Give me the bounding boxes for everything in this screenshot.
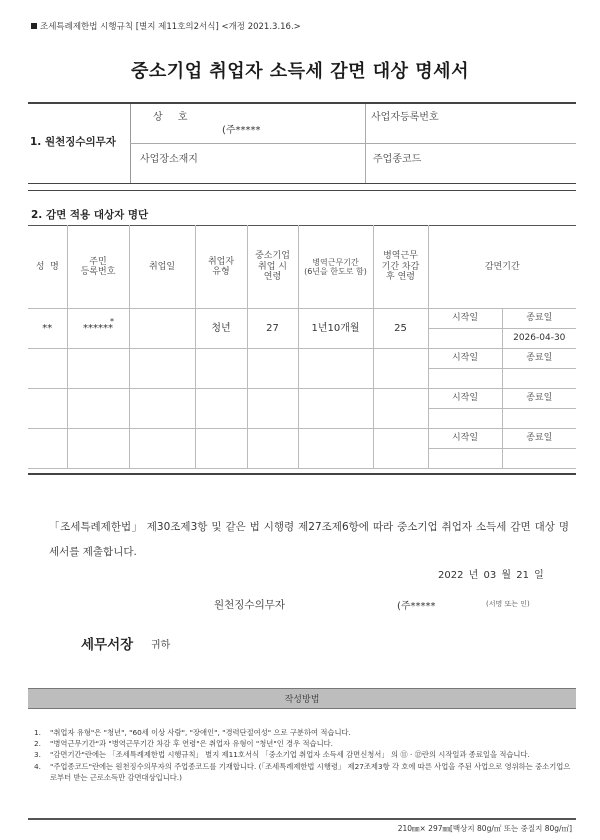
cell-end[interactable] bbox=[502, 409, 576, 429]
declaration-text: 「조세특례제한법」 제30조제3항 및 같은 법 시행령 제27조제6항에 따라 중소기업 취업자 소득세 감면 대상 명세서를 제출합니다. bbox=[49, 521, 569, 558]
section2-title: 2. 감면 적용 대상자 명단 bbox=[31, 209, 149, 221]
instructions-title: 작성방법 bbox=[284, 695, 320, 705]
cell-empty[interactable] bbox=[195, 429, 247, 469]
cell-empty[interactable] bbox=[195, 389, 247, 429]
instruction-item: 2. "병역근무기간"과 "병역근무기간 차감 후 연령"은 취업자 유형이 "청년"인 경우 적습니다. bbox=[34, 739, 333, 749]
paper-spec: 210㎜× 297㎜[백상지 80g/㎡ 또는 중질지 80g/㎡] bbox=[397, 824, 572, 833]
cell-empty[interactable] bbox=[28, 429, 67, 469]
cell-empty[interactable] bbox=[247, 389, 298, 429]
cell-empty[interactable] bbox=[195, 349, 247, 389]
cell-name[interactable]: ** bbox=[28, 309, 67, 349]
cell-empty[interactable] bbox=[28, 349, 67, 389]
company-name-label: 상 호 bbox=[153, 112, 194, 123]
cell-empty[interactable] bbox=[129, 349, 195, 389]
cell-empty[interactable] bbox=[373, 349, 428, 389]
instruction-item: 4. "주업종코드"란에는 원천징수의무자의 주업종코드를 기재합니다. (「조세특례제한법 시행령」 제27조제3항 각 호에 따른 사업을 주된 사업으로 영위하는 중소기업으로부터 받는 근로소득만 감면대상입니다.) bbox=[34, 761, 571, 782]
address-label: 사업장소재지 bbox=[140, 154, 198, 165]
filer-label: 원천징수의무자 bbox=[214, 599, 286, 611]
section1-divider-2 bbox=[365, 104, 366, 184]
start-label: 시작일 bbox=[428, 429, 502, 449]
col-rrn: 주민 등록번호 bbox=[67, 226, 129, 309]
cell-empty[interactable] bbox=[373, 389, 428, 429]
cell-age-after[interactable]: 25 bbox=[373, 309, 428, 349]
cell-empty[interactable] bbox=[247, 349, 298, 389]
cell-empty[interactable] bbox=[129, 389, 195, 429]
col-age-after: 병역근무 기간 차감 후 연령 bbox=[373, 226, 428, 309]
square-bullet-icon bbox=[31, 23, 37, 29]
business-reg-label: 사업자등록번호 bbox=[371, 112, 439, 123]
section1-top-rule bbox=[28, 102, 576, 104]
cell-empty[interactable] bbox=[129, 429, 195, 469]
section1-label: 1. 원천징수의무자 bbox=[30, 136, 116, 148]
col-military: 병역근무기간 (6년을 한도로 함) bbox=[298, 226, 373, 309]
section1-divider bbox=[130, 104, 131, 184]
col-hire-date: 취업일 bbox=[129, 226, 195, 309]
cell-type[interactable]: 청년 bbox=[195, 309, 247, 349]
filer-name[interactable]: (주***** bbox=[397, 601, 436, 612]
instructions-list bbox=[34, 727, 574, 783]
cell-end[interactable] bbox=[502, 369, 576, 389]
table-header-row bbox=[28, 226, 576, 309]
industry-code-label: 주업종코드 bbox=[373, 154, 422, 165]
page-title: 중소기업 취업자 소득세 감면 대상 명세서 bbox=[131, 61, 469, 82]
cell-end[interactable]: 2026-04-30 bbox=[502, 329, 576, 349]
cell-empty[interactable] bbox=[28, 389, 67, 429]
start-label: 시작일 bbox=[428, 309, 502, 329]
col-period: 감면기간 bbox=[428, 226, 576, 309]
cell-empty[interactable] bbox=[67, 429, 129, 469]
col-type: 취업자 유형 bbox=[195, 226, 247, 309]
cell-empty[interactable] bbox=[298, 429, 373, 469]
instruction-item: 1. "취업자 유형"은 "청년", "60세 이상 사람", "장애인", "경력단절여성" 으로 구분하여 적습니다. bbox=[34, 728, 351, 737]
cell-rrn[interactable]: * ****** bbox=[67, 309, 129, 349]
table-row bbox=[28, 309, 576, 329]
tax-office: 세무서장 bbox=[81, 637, 134, 653]
col-age: 중소기업 취업 시 연령 bbox=[247, 226, 298, 309]
cell-empty[interactable] bbox=[67, 349, 129, 389]
section2-top-rule bbox=[28, 190, 576, 191]
cell-age[interactable]: 27 bbox=[247, 309, 298, 349]
table-bottom-rule bbox=[28, 473, 576, 475]
cell-empty[interactable] bbox=[247, 429, 298, 469]
instruction-item: 3. "감면기간"란에는 「조세특례제한법 시행규칙」 별지 제11호서식 「중소기업 취업자 소득세 감면신청서」 의 ⑪ · ⑫란의 시작일과 종료일을 적습니다. bbox=[34, 750, 530, 760]
cell-end[interactable] bbox=[502, 449, 576, 469]
end-label: 종료일 bbox=[502, 349, 576, 369]
table-row bbox=[28, 429, 576, 449]
cell-start[interactable] bbox=[428, 409, 502, 429]
cell-hire-date[interactable] bbox=[129, 309, 195, 349]
col-name: 성 명 bbox=[28, 226, 67, 309]
cell-military[interactable]: 1년10개월 bbox=[298, 309, 373, 349]
bottom-rule bbox=[28, 818, 576, 820]
form-number: 조세특례제한법 시행규칙 [별지 제11호의2서식] <개정 2021.3.16.> bbox=[31, 20, 301, 32]
exemption-table bbox=[28, 225, 576, 469]
start-label: 시작일 bbox=[428, 389, 502, 409]
cell-empty[interactable] bbox=[298, 349, 373, 389]
cell-empty[interactable] bbox=[373, 429, 428, 469]
company-name-value[interactable]: (주***** bbox=[222, 125, 261, 136]
start-label: 시작일 bbox=[428, 349, 502, 369]
rrn-value: ****** bbox=[83, 322, 113, 334]
tax-office-suffix: 귀하 bbox=[151, 640, 171, 651]
cell-start[interactable] bbox=[428, 329, 502, 349]
section1-bottom-rule bbox=[28, 183, 576, 184]
cell-start[interactable] bbox=[428, 369, 502, 389]
end-label: 종료일 bbox=[502, 309, 576, 329]
table-row bbox=[28, 349, 576, 369]
end-label: 종료일 bbox=[502, 389, 576, 409]
cell-empty[interactable] bbox=[298, 389, 373, 429]
cell-start[interactable] bbox=[428, 449, 502, 469]
filer-signature[interactable]: (서명 또는 인) bbox=[486, 600, 530, 608]
cell-empty[interactable] bbox=[67, 389, 129, 429]
end-label: 종료일 bbox=[502, 429, 576, 449]
table-row bbox=[28, 389, 576, 409]
submit-date[interactable]: 2022 년 03 월 21 일 bbox=[438, 570, 544, 581]
section1-mid-rule bbox=[130, 143, 576, 144]
